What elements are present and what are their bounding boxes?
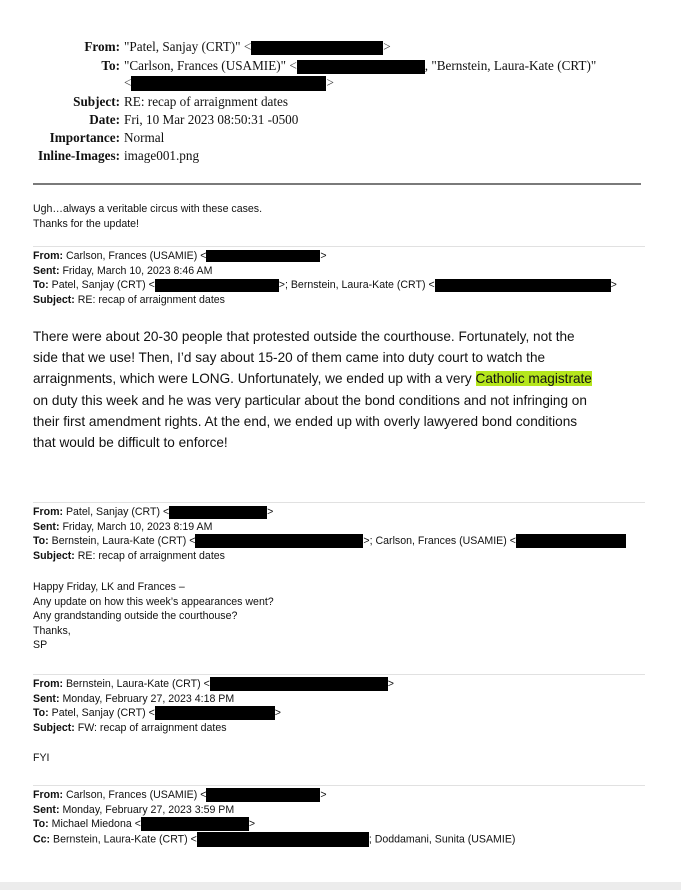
from-value: Bernstein, Laura-Kate (CRT)	[65, 678, 201, 690]
header-to-value-1: "Carlson, Frances (USAMIE)"	[124, 58, 287, 73]
header-divider	[33, 183, 641, 185]
to-value-2: ; Carlson, Frances (USAMIE)	[369, 535, 507, 547]
message-3-body	[33, 751, 49, 766]
header-date-label: Date:	[89, 112, 120, 127]
subject-label: Subject:	[33, 549, 75, 562]
sent-label: Sent:	[33, 692, 60, 705]
highlighted-text: Catholic magistrate	[475, 371, 592, 387]
to-value-2: ; Bernstein, Laura-Kate (CRT)	[284, 279, 426, 291]
from-label: From:	[33, 250, 64, 262]
header-importance-value: Normal	[124, 130, 165, 145]
header-inline-images-label: Inline-Images:	[37, 148, 120, 163]
message-1-header: From: Carlson, Frances (USAMIE) < > Sent: Friday, March 10, 2023 8:46 AM To: Patel, Sanjay (CRT) < >; Bernstein, Laura-Kate (CRT) < > Subject: RE: recap of arraignment dates	[33, 250, 617, 306]
sent-value: Friday, March 10, 2023 8:46 AM	[62, 264, 213, 277]
body-line: FYI	[33, 752, 50, 764]
body-line: There were about 20-30 people that protested outside the courthouse. Fortunately, not the	[33, 329, 575, 344]
message-4-header: From: Carlson, Frances (USAMIE) < > Sent: Monday, February 27, 2023 3:59 PM To: Michael Miedona < > Cc: Bernstein, Laura-Kate (CRT) < ; Doddamani, Sunita (USAMIE)	[33, 789, 516, 845]
sent-value: Monday, February 27, 2023 4:18 PM	[62, 692, 235, 705]
message-3-header: From: Bernstein, Laura-Kate (CRT) < > Sent: Monday, February 27, 2023 4:18 PM To: Patel, Sanjay (CRT) < > Subject: FW: recap of arraignment dates	[33, 678, 394, 734]
header-to-label: To:	[101, 58, 120, 73]
to-label: To:	[33, 707, 49, 719]
from-label: From:	[33, 789, 64, 801]
cc-label: Cc:	[33, 832, 51, 845]
header-importance-label: Importance:	[49, 130, 120, 145]
to-label: To:	[33, 279, 49, 291]
from-value: Patel, Sanjay (CRT)	[65, 506, 160, 518]
subject-value: RE: recap of arraignment dates	[77, 293, 225, 306]
header-inline-images-value: image001.png	[124, 148, 200, 163]
header-subject-label: Subject:	[73, 94, 120, 109]
body-line: arraignments, which were LONG. Unfortunately, we ended up with a very	[33, 371, 476, 387]
to-value-1: Patel, Sanjay (CRT)	[51, 707, 146, 719]
body-line: Thanks,	[33, 624, 71, 637]
message-1-body	[33, 326, 653, 453]
to-value-1: Michael Miedona	[51, 818, 132, 830]
message-2-body	[33, 580, 274, 653]
from-label: From:	[33, 678, 64, 690]
body-line: their first amendment rights. At the end, we ended up with overly lawyered bond conditions	[33, 413, 578, 429]
header-to-value-2: , "Bernstein, Laura-Kate (CRT)"	[424, 58, 597, 73]
redaction-box	[131, 76, 326, 91]
redaction-box	[195, 534, 363, 548]
header-from-value: "Patel, Sanjay (CRT)"	[124, 39, 241, 54]
body-line: on duty this week and he was very particular about the bond conditions and not infringing on	[33, 392, 587, 408]
redaction-box	[210, 677, 388, 691]
sent-value: Friday, March 10, 2023 8:19 AM	[62, 520, 213, 533]
redaction-box	[297, 60, 425, 74]
to-label: To:	[33, 535, 49, 547]
sent-label: Sent:	[33, 803, 60, 816]
sent-label: Sent:	[33, 520, 60, 533]
subject-value: FW: recap of arraignment dates	[77, 721, 227, 734]
subject-label: Subject:	[33, 293, 75, 306]
to-value-1: Patel, Sanjay (CRT)	[51, 279, 146, 291]
from-value: Carlson, Frances (USAMIE)	[65, 789, 198, 801]
from-value: Carlson, Frances (USAMIE)	[65, 250, 198, 262]
redaction-box	[141, 817, 249, 831]
subject-label: Subject:	[33, 721, 75, 734]
redaction-box	[206, 250, 320, 262]
cc-value-2: ; Doddamani, Sunita (USAMIE)	[368, 832, 516, 845]
redaction-box	[251, 41, 383, 55]
sent-label: Sent:	[33, 264, 60, 277]
body-line: Happy Friday, LK and Frances –	[33, 581, 185, 593]
from-label: From:	[33, 506, 64, 518]
reply-line: Thanks for the update!	[33, 217, 140, 230]
message-divider	[33, 502, 645, 503]
redaction-box	[155, 706, 275, 720]
message-divider	[33, 246, 645, 247]
header-date-value: Fri, 10 Mar 2023 08:50:31 -0500	[124, 112, 299, 127]
subject-value: RE: recap of arraignment dates	[77, 549, 225, 562]
body-line: side that we use! Then, I’d say about 15-20 of them came into duty court to watch the	[33, 350, 546, 366]
redaction-box	[169, 506, 267, 519]
message-2-header: From: Patel, Sanjay (CRT) < > Sent: Friday, March 10, 2023 8:19 AM To: Bernstein, Laura-Kate (CRT) < >; Carlson, Frances (USAMIE) < Subject: RE: recap of arraignment dates	[33, 505, 626, 563]
body-line: Any update on how this week’s appearances went?	[33, 595, 274, 608]
body-line: Any grandstanding outside the courthouse?	[33, 610, 238, 622]
reply-line: Ugh…always a veritable circus with these cases.	[33, 203, 263, 215]
reply-body	[33, 202, 262, 231]
body-line: SP	[33, 639, 48, 651]
redaction-box	[435, 279, 611, 292]
message-divider	[33, 785, 645, 786]
redaction-box	[197, 832, 369, 847]
message-divider	[33, 674, 645, 675]
page-bottom-edge	[0, 882, 681, 890]
sent-value: Monday, February 27, 2023 3:59 PM	[62, 803, 235, 816]
to-value-1: Bernstein, Laura-Kate (CRT)	[51, 535, 187, 547]
body-line: that would be difficult to enforce!	[33, 435, 228, 451]
header-subject-value: RE: recap of arraignment dates	[124, 94, 289, 109]
header-from-label: From:	[84, 39, 120, 54]
redaction-box	[155, 279, 279, 292]
to-label: To:	[33, 818, 49, 830]
email-printout-page: From: "Patel, Sanjay (CRT)" < > To: "Carlson, Frances (USAMIE)" < , "Bernstein, Laura-Kate (CRT)" < > Subject: RE: recap of arraignment dates Date: Fri, 10 Mar 2023 08:50:31 -0500 Importance: Normal Inline-Images: image001.png Ugh…always a veritable circus with these cases. Thanks for the update! From: Carlson, Frances (USAMIE) < > Sent: Friday, March 10, 2023 8:46 AM To: Patel, Sanjay (CRT) < >; Bernstein, Laura-Kate (CRT) < > Subject: RE: recap of arraignment dates There were about 20-30 people that protested outside the courthouse. Fortunately, not the side that we use! Then, I’d say about 15-20 of them came into duty court to watch the arraignments, which were LONG. Unfortunately, we ended up with a very Catholic magistrate on duty this week and he was very particular about the bond conditions and not infringing on their first amendment rights. At the end, we ended up with overly lawyered bond conditions that would be difficult to enforce! From: Patel, Sanjay (CRT) < > Sent: Friday, March 10, 2023 8:19 AM To: Bernstein, Laura-Kate (CRT) < >; Carlson, Frances (USAMIE) < Subject: RE: recap of arraignment dates Happy Friday, LK and Frances – Any update on how this week’s appearances went? Any grandstanding outside the courthouse? Thanks, SP From: Bernstein, Laura-Kate (CRT) < > Sent: Monday, February 27, 2023 4:18 PM To: Patel, Sanjay (CRT) < > Subject: FW: recap of arraignment dates FYI From: Carlson, Frances (USAMIE) < > Sent: Monday, February 27, 2023 3:59 PM To: Michael Miedona < > Cc: Bernstein, Laura-Kate (CRT) < ; Doddamani, Sunita (USAMIE)	[0, 0, 681, 882]
redaction-box	[206, 788, 320, 802]
redaction-box	[516, 534, 626, 548]
cc-value-1: Bernstein, Laura-Kate (CRT)	[53, 832, 188, 845]
